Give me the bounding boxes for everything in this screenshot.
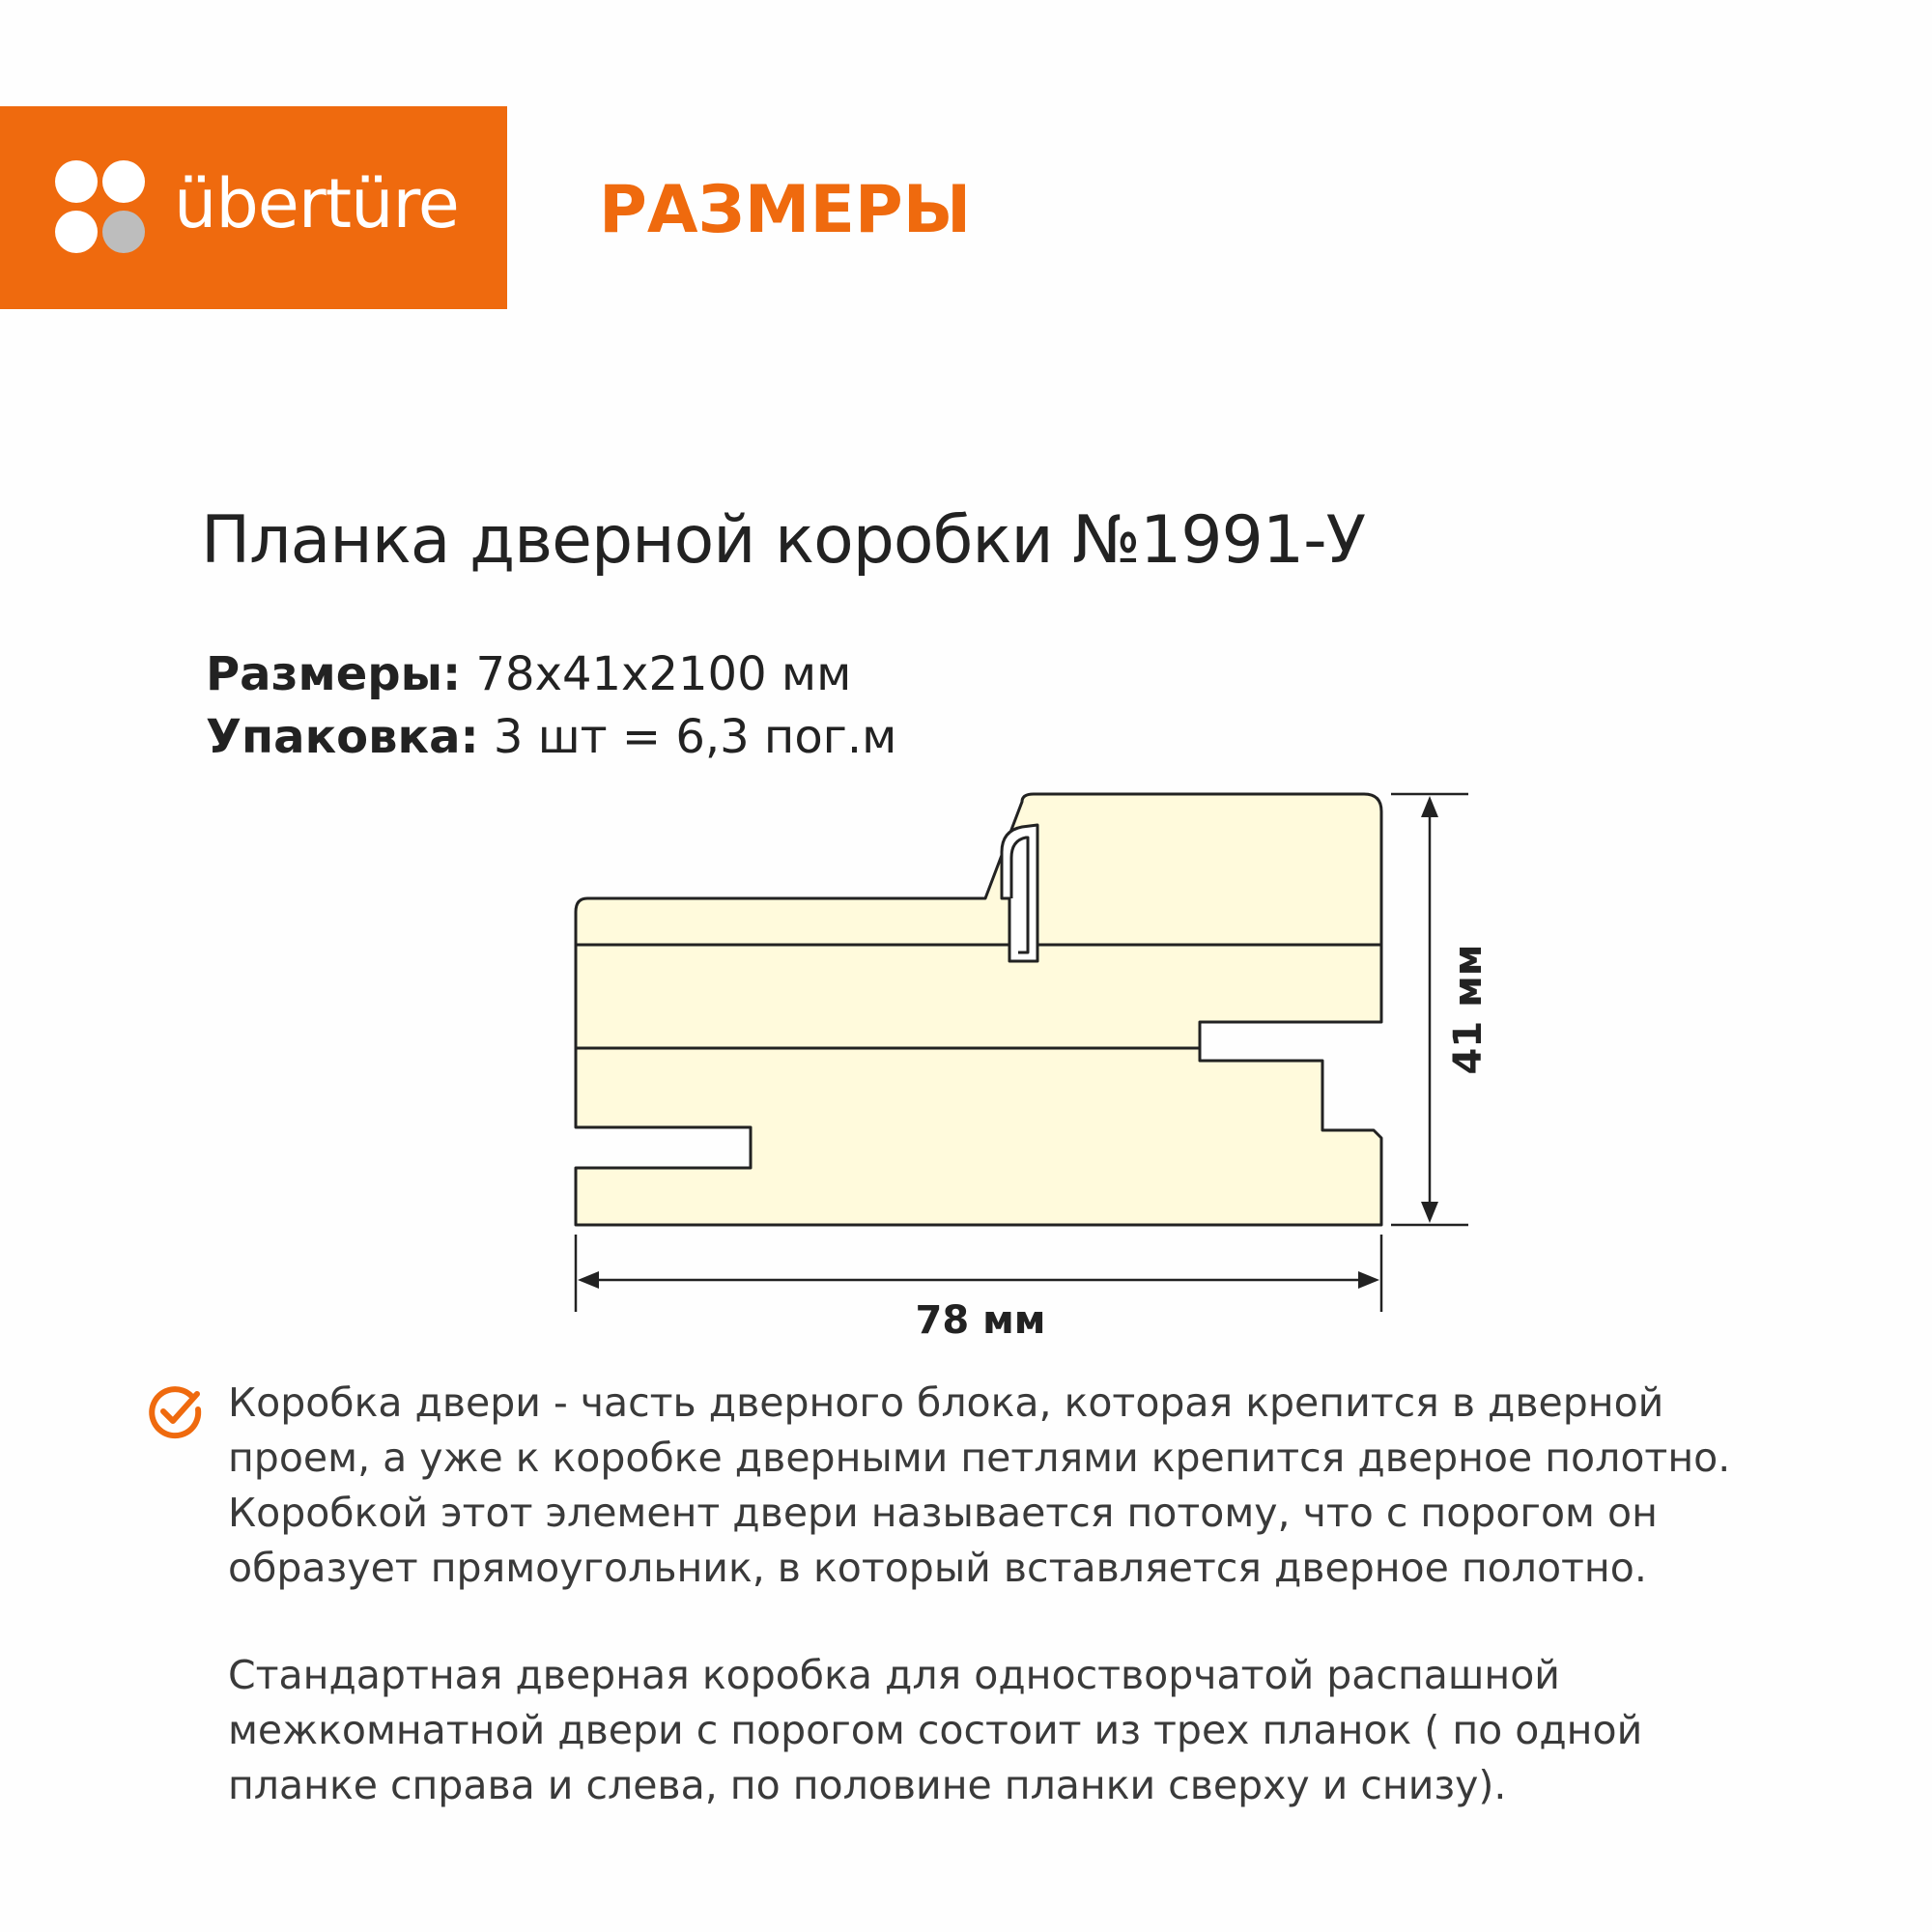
spec-pack-label: Упаковка: [206, 710, 479, 764]
description-line: проем, а уже к коробке дверными петлями крепится дверное полотно. [228, 1435, 1731, 1481]
height-dimension-label: 41 мм [1446, 944, 1491, 1075]
brand-name: übertüre [174, 164, 459, 243]
profile-drawing [541, 773, 1507, 1352]
page-header-title: РАЗМЕРЫ [599, 172, 972, 248]
logo-circles-icon [52, 156, 149, 257]
brand-logo [0, 106, 507, 309]
spec-size [206, 647, 851, 701]
description-line: Коробкой этот элемент двери называется потому, что с порогом он [228, 1490, 1658, 1536]
check-circle-icon [147, 1384, 203, 1440]
spec-size-label: Размеры: [206, 647, 462, 701]
description-paragraph-2 [228, 1648, 1812, 1813]
description-line: Стандартная дверная коробка для одностворчатой распашной [228, 1652, 1560, 1698]
description-line: образует прямоугольник, в который вставляется дверное полотно. [228, 1545, 1647, 1591]
spec-size-value: 78х41х2100 мм [475, 647, 852, 701]
description-line: межкомнатной двери с порогом состоит из трех планок ( по одной [228, 1707, 1643, 1753]
description-line: планке справа и слева, по половине планки сверху и снизу). [228, 1762, 1507, 1808]
description-paragraph-1 [228, 1376, 1812, 1596]
width-dimension-label: 78 мм [915, 1298, 1046, 1343]
description-line: Коробка двери - часть дверного блока, которая крепится в дверной [228, 1379, 1664, 1426]
profile-section [576, 794, 1381, 1225]
profile-outline [576, 794, 1381, 1225]
product-title: Планка дверной коробки №1991-У [201, 502, 1366, 579]
spec-pack-value: 3 шт = 6,3 пог.м [493, 710, 897, 764]
spec-pack [206, 710, 896, 764]
